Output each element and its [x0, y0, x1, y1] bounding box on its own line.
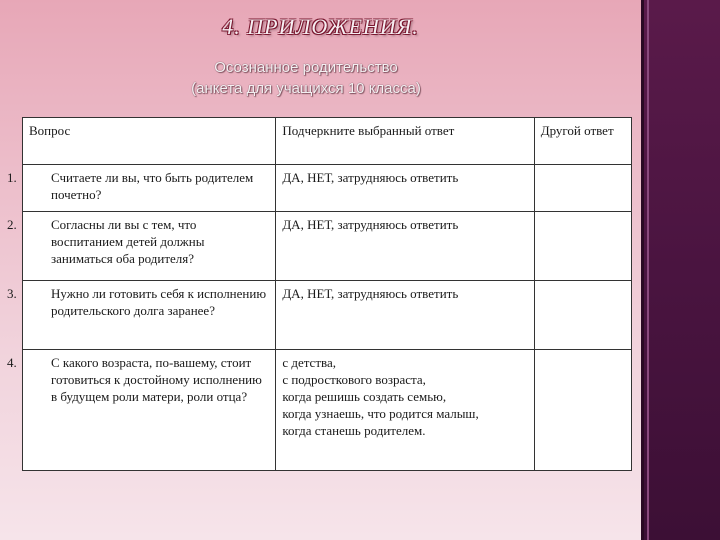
- question-cell: [7, 165, 276, 212]
- other-answer-cell[interactable]: [534, 281, 631, 350]
- subtitle-line-2: (анкета для учащихся 10 класса): [191, 80, 421, 97]
- answer-option[interactable]: ДА, НЕТ, затрудняюсь ответить: [282, 217, 459, 232]
- header-other: Другой ответ: [534, 118, 631, 165]
- header-question: Вопрос: [23, 118, 276, 165]
- question-cell: [7, 350, 276, 471]
- questionnaire-table: [7, 117, 632, 471]
- answer-option[interactable]: ДА, НЕТ, затрудняюсь ответить: [282, 286, 459, 301]
- other-answer-cell[interactable]: [534, 165, 631, 212]
- table-row: [23, 165, 632, 212]
- question-text: Согласны ли вы с тем, что воспитанием детей должны заниматься оба родителя?: [51, 217, 205, 266]
- question-text: Нужно ли готовить себя к исполнению родительского долга заранее?: [51, 286, 267, 318]
- question-cell: [7, 281, 276, 350]
- answer-cell[interactable]: [276, 212, 534, 281]
- question-number: 3.: [7, 286, 17, 301]
- answer-option[interactable]: когда узнаешь, что родится малыш,: [282, 406, 479, 421]
- table-row: [23, 281, 632, 350]
- table-row: [23, 350, 632, 471]
- other-answer-cell[interactable]: [534, 212, 631, 281]
- table-row: [23, 212, 632, 281]
- answer-cell[interactable]: [276, 165, 534, 212]
- answer-option[interactable]: с подросткового возраста,: [282, 372, 426, 387]
- question-text: С какого возраста, по-вашему, стоит готовиться к достойному исполнению в будущем роли матери, роли отца?: [51, 355, 262, 404]
- decorative-sidebar: [641, 0, 720, 540]
- sidebar-divider: [647, 0, 649, 540]
- answer-cell: [276, 350, 534, 471]
- other-answer-cell[interactable]: [534, 350, 631, 471]
- question-number: 1.: [7, 170, 17, 185]
- answer-option[interactable]: когда станешь родителем.: [282, 423, 426, 438]
- question-number: 2.: [7, 217, 17, 232]
- question-number: 4.: [7, 355, 17, 370]
- answer-cell[interactable]: [276, 281, 534, 350]
- page-subtitle: [0, 57, 612, 99]
- answer-option[interactable]: ДА, НЕТ, затрудняюсь ответить: [282, 170, 459, 185]
- question-cell: [7, 212, 276, 281]
- subtitle-line-1: Осознанное родительство: [214, 59, 398, 76]
- question-text: Считаете ли вы, что быть родителем почетно?: [51, 170, 254, 202]
- table-header-row: [23, 118, 632, 165]
- answer-option[interactable]: когда решишь создать семью,: [282, 389, 447, 404]
- page-title: 4. ПРИЛОЖЕНИЯ.: [222, 14, 419, 39]
- header-answer: Подчеркните выбранный ответ: [276, 118, 534, 165]
- answer-option[interactable]: с детства,: [282, 355, 336, 370]
